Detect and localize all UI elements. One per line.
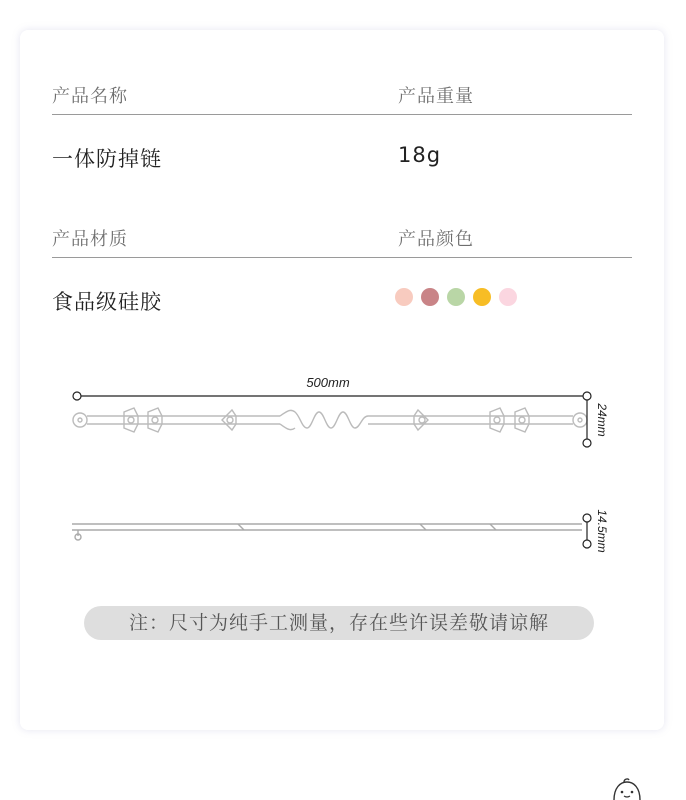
product-color-label: 产品颜色 (398, 229, 474, 250)
height-label-bottom: 14.5mm (595, 509, 609, 553)
baby-face-icon (610, 778, 644, 800)
length-dimension-line (73, 392, 591, 400)
length-label: 500mm (306, 375, 350, 390)
color-swatch[interactable] (421, 288, 439, 306)
height-dimension-top (583, 400, 591, 447)
color-swatch[interactable] (499, 288, 517, 306)
divider-1 (52, 114, 632, 115)
measurement-note: 注：尺寸为纯手工测量，存在些许误差敬请谅解 (84, 606, 594, 640)
height-label-top: 24mm (595, 403, 609, 437)
product-name-label: 产品名称 (52, 86, 128, 107)
product-weight-label: 产品重量 (398, 86, 474, 107)
product-material-value: 食品级硅胶 (52, 290, 162, 314)
height-dimension-bottom (583, 514, 591, 548)
color-swatches (395, 288, 517, 306)
divider-2 (52, 257, 632, 258)
product-dimension-diagram (50, 350, 630, 590)
chain-top-view (73, 408, 587, 432)
product-weight-value: 18g (398, 143, 442, 167)
color-swatch[interactable] (447, 288, 465, 306)
product-name-value: 一体防掉链 (52, 147, 162, 171)
color-swatch[interactable] (473, 288, 491, 306)
chain-side-view (72, 524, 582, 540)
color-swatch[interactable] (395, 288, 413, 306)
product-material-label: 产品材质 (52, 229, 128, 250)
